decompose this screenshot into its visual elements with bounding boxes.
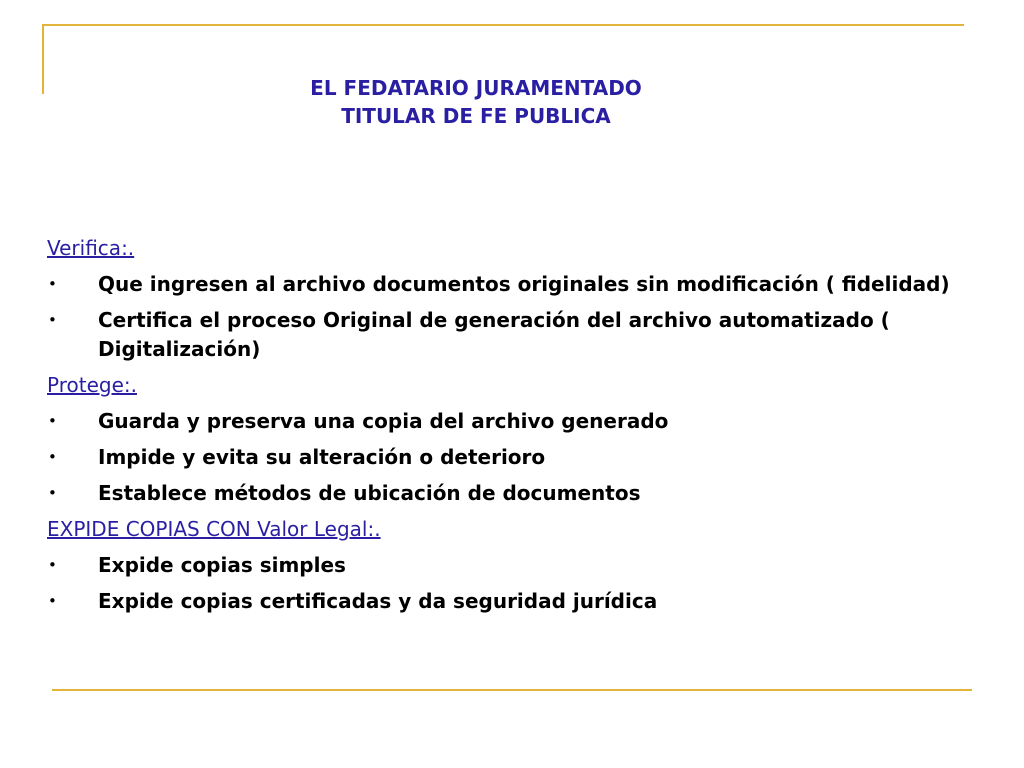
bullet-item (47, 270, 967, 299)
bullet-text: Establece métodos de ubicación de documentos (98, 481, 641, 505)
section-heading-expide: EXPIDE COPIAS CON Valor Legal:. (47, 517, 381, 541)
bullet-icon: • (48, 275, 57, 293)
bullet-text: Certifica el proceso Original de generación del archivo automatizado ( Digitalización) (98, 308, 890, 361)
bullet-list-protege (47, 407, 967, 508)
bullet-item (47, 479, 967, 508)
top-rule (42, 24, 964, 26)
bullet-icon: • (48, 556, 57, 574)
bullet-list-expide (47, 551, 967, 616)
slide-title (0, 74, 952, 130)
bullet-item (47, 551, 967, 580)
bullet-text: Expide copias certificadas y da seguridad jurídica (98, 589, 658, 613)
bullet-text: Impide y evita su alteración o deterioro (98, 445, 546, 469)
bullet-item (47, 407, 967, 436)
bullet-text: Guarda y preserva una copia del archivo generado (98, 409, 669, 433)
bullet-list-verifica (47, 270, 967, 364)
bullet-icon: • (48, 448, 57, 466)
title-line-1: EL FEDATARIO JURAMENTADO (310, 76, 642, 100)
bullet-item (47, 443, 967, 472)
bullet-icon: • (48, 311, 57, 329)
bullet-text: Que ingresen al archivo documentos originales sin modificación ( fidelidad) (98, 272, 950, 296)
bullet-text: Expide copias simples (98, 553, 346, 577)
section-heading-protege: Protege:. (47, 373, 137, 397)
slide-content (47, 234, 967, 623)
bullet-icon: • (48, 484, 57, 502)
section-heading-verifica: Verifica:. (47, 236, 135, 260)
bullet-item (47, 587, 967, 616)
bullet-icon: • (48, 412, 57, 430)
bullet-item (47, 306, 967, 364)
bullet-icon: • (48, 592, 57, 610)
bottom-rule (52, 689, 972, 691)
title-line-2: TITULAR DE FE PUBLICA (341, 104, 611, 128)
